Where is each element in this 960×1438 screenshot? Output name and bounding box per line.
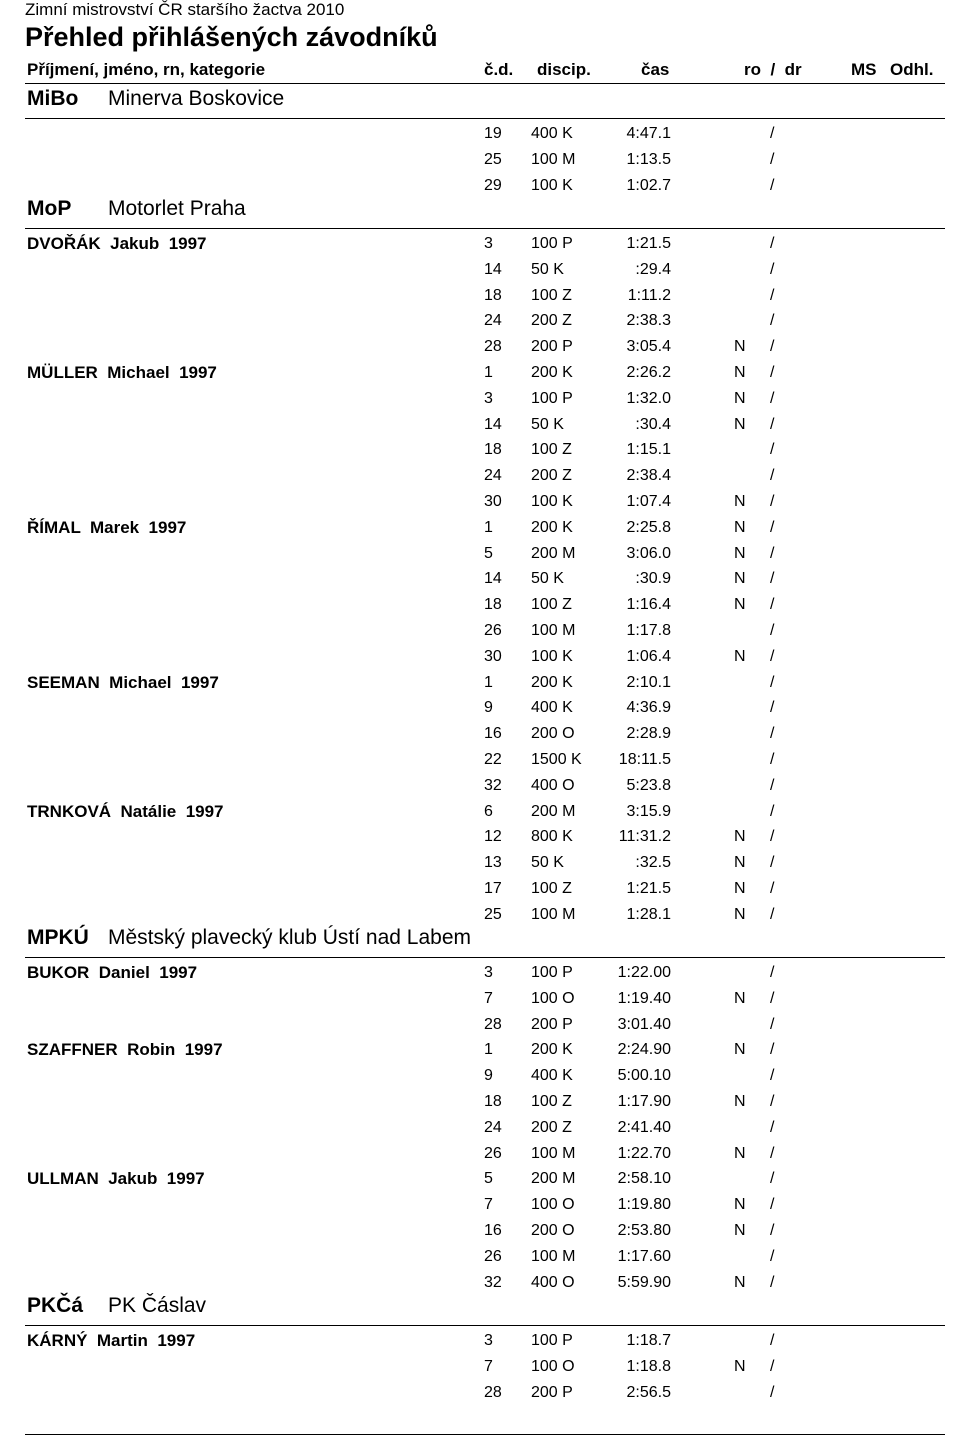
entry-row [0,751,960,777]
entry-time: 1:17.90 [617,1093,671,1110]
ro-dr-separator: / [770,989,775,1007]
ro-dr-separator: / [770,1144,775,1162]
entry-time: 5:23.8 [626,776,671,794]
discipline: 50 K [531,415,564,433]
entry-row [0,390,960,416]
entry-row [0,1119,960,1145]
entry-row [0,1067,960,1093]
event-number: 12 [484,828,502,846]
entry-time: 2:38.4 [626,467,671,485]
event-number: 30 [484,647,502,665]
entry-time: 1:13.5 [626,150,671,168]
ro-dr-separator: / [770,518,775,536]
ro-flag: N [734,854,746,872]
entry-time: 2:53.80 [617,1222,671,1239]
discipline: 200 K [531,1041,573,1059]
athlete-name: DVOŘÁK Jakub 1997 [27,234,207,253]
discipline: 100 K [531,647,573,665]
event-number: 25 [484,905,502,923]
discipline: 800 K [531,828,573,846]
entry-row [0,287,960,313]
entry-time: 1:02.7 [626,176,671,194]
ro-dr-separator: / [770,150,775,168]
discipline: 100 M [531,150,576,168]
athlete-name: KÁRNÝ Martin 1997 [27,1331,196,1350]
discipline: 200 M [531,802,576,820]
entry-time: 2:26.2 [626,364,671,381]
athlete-name: SEEMAN Michael 1997 [27,672,219,692]
ro-dr-separator: / [770,389,775,407]
column-header-odhl: Odhl. [890,60,934,79]
entry-row [0,467,960,493]
page-title: Přehled přihlášených závodníků [25,22,438,52]
ro-dr-separator: / [770,725,775,743]
ro-dr-separator: / [770,854,775,872]
discipline: 400 O [531,1273,575,1291]
entry-row [0,1222,960,1248]
entry-row [0,1093,960,1119]
event-number: 32 [484,776,502,794]
entry-row [0,1332,960,1358]
discipline: 100 Z [531,441,572,459]
entry-row [0,151,960,177]
ro-dr-separator: / [770,467,775,485]
event-number: 7 [484,1357,493,1375]
ro-flag: N [734,364,746,381]
entry-row [0,1196,960,1222]
event-number: 24 [484,1118,502,1136]
ro-flag: N [734,389,746,407]
ro-dr-separator: / [770,125,775,142]
event-number: 1 [484,364,493,381]
entry-time: 3:15.9 [626,802,671,820]
event-number: 6 [484,802,493,820]
athlete-name: ŘÍMAL Marek 1997 [27,517,187,537]
discipline: 200 M [531,544,576,562]
entry-row [0,596,960,622]
ro-dr-separator: / [770,964,775,981]
entry-time: 5:00.10 [617,1067,671,1085]
athlete-name: SZAFFNER Robin 1997 [27,1040,223,1060]
ro-dr-separator: / [770,441,775,459]
discipline: 100 P [531,235,573,252]
entry-row [0,648,960,674]
discipline: 400 K [531,699,573,717]
entry-time: 1:06.4 [626,647,671,665]
entry-time: 1:17.60 [617,1247,671,1265]
competition-title: Zimní mistrovství ČR staršího žactva 2010 [25,0,345,19]
discipline: 200 O [531,1222,575,1239]
entry-row [0,312,960,338]
entry-time: 2:10.1 [626,673,671,691]
club-rule [25,1325,945,1326]
entry-row [0,880,960,906]
ro-dr-separator: / [770,544,775,562]
athlete-name: TRNKOVÁ Natálie 1997 [27,801,224,821]
ro-dr-separator: / [770,1222,775,1239]
event-number: 1 [484,518,493,536]
discipline: 200 K [531,364,573,381]
ro-flag: N [734,1093,746,1110]
ro-flag: N [734,570,746,588]
ro-flag: N [734,1357,746,1375]
ro-dr-separator: / [770,1041,775,1059]
discipline: 100 P [531,964,573,981]
entry-time: 1:18.8 [626,1357,671,1375]
event-number: 7 [484,1196,493,1214]
entry-row [0,699,960,725]
ro-dr-separator: / [770,235,775,252]
entry-time: 5:59.90 [617,1273,671,1291]
event-number: 18 [484,286,502,304]
entry-row [0,519,960,545]
discipline: 100 K [531,493,573,510]
entry-time: :30.4 [635,415,671,433]
entry-time: 2:24.90 [617,1041,671,1059]
ro-dr-separator: / [770,1093,775,1110]
ro-dr-separator: / [770,1273,775,1291]
event-number: 9 [484,1067,493,1085]
event-number: 22 [484,751,502,768]
discipline: 100 P [531,389,573,407]
ro-flag: N [734,493,746,510]
entry-row [0,125,960,151]
entry-row [0,441,960,467]
ro-dr-separator: / [770,1067,775,1085]
event-number: 3 [484,964,493,981]
ro-dr-separator: / [770,802,775,820]
discipline: 100 Z [531,1093,572,1110]
entry-time: 1:19.40 [617,989,671,1007]
club-name: Motorlet Praha [108,197,246,220]
ro-flag: N [734,989,746,1007]
event-number: 7 [484,989,493,1007]
ro-dr-separator: / [770,751,775,768]
club-rule [25,228,945,229]
entry-time: 2:25.8 [626,518,671,536]
event-number: 1 [484,673,493,691]
event-number: 9 [484,699,493,717]
column-header-name: Příjmení, jméno, rn, kategorie [27,60,266,79]
entry-time: 1:16.4 [626,596,671,614]
club-code: PKČá [27,1294,84,1317]
entry-time: 2:56.5 [626,1383,671,1401]
entry-row [0,1384,960,1410]
ro-dr-separator: / [770,828,775,846]
ro-dr-separator: / [770,1170,775,1188]
event-number: 13 [484,854,502,872]
entry-time: 2:28.9 [626,725,671,743]
entry-row [0,338,960,364]
entry-time: 3:01.40 [617,1015,671,1033]
event-number: 32 [484,1273,502,1291]
event-number: 5 [484,1170,493,1188]
ro-dr-separator: / [770,622,775,639]
ro-flag: N [734,1222,746,1239]
column-header-cas: čas [641,60,670,79]
entry-time: 1:11.2 [627,286,671,304]
ro-flag: N [734,596,746,614]
ro-flag: N [734,828,746,846]
discipline: 50 K [531,854,564,872]
entry-row [0,1358,960,1384]
entry-row [0,364,960,390]
entry-row [0,990,960,1016]
event-number: 16 [484,1222,502,1239]
ro-flag: N [734,1196,746,1214]
athlete-name: MÜLLER Michael 1997 [27,363,217,382]
entry-time: 1:18.7 [626,1332,671,1349]
ro-flag: N [734,905,746,923]
entry-time: 1:17.8 [626,622,671,639]
event-number: 28 [484,338,502,356]
event-number: 28 [484,1383,502,1401]
event-number: 25 [484,150,502,168]
discipline: 100 Z [531,596,572,614]
entry-time: 1:28.1 [626,905,671,923]
discipline: 100 O [531,1357,575,1375]
event-number: 17 [484,880,502,897]
discipline: 100 K [531,176,573,194]
entry-row [0,1248,960,1274]
discipline: 200 K [531,518,573,536]
entry-time: 1:21.5 [626,880,671,897]
club-rule [25,118,945,119]
entry-time: 3:06.0 [626,544,671,562]
ro-dr-separator: / [770,673,775,691]
entry-time: 2:38.3 [626,312,671,330]
ro-dr-separator: / [770,493,775,510]
ro-flag: N [734,1041,746,1059]
discipline: 200 K [531,673,573,691]
header-rule [25,83,945,84]
entry-row [0,261,960,287]
ro-dr-separator: / [770,776,775,794]
athlete-name: ULLMAN Jakub 1997 [27,1169,205,1189]
entry-time: 1:15.1 [626,441,671,459]
ro-dr-separator: / [770,699,775,717]
ro-dr-separator: / [770,1196,775,1214]
column-header-ro-dr: ro / dr [744,60,802,79]
discipline: 400 K [531,125,573,142]
entry-time: 1:07.4 [626,493,671,510]
ro-dr-separator: / [770,1247,775,1265]
ro-flag: N [734,338,746,356]
column-header-discip: discip. [537,60,591,79]
entry-row [0,493,960,519]
ro-dr-separator: / [770,880,775,897]
discipline: 200 P [531,1383,573,1401]
ro-flag: N [734,415,746,433]
discipline: 400 O [531,776,575,794]
discipline: 200 Z [531,312,572,330]
ro-dr-separator: / [770,1332,775,1349]
event-number: 19 [484,125,502,142]
discipline: 100 M [531,1144,576,1162]
ro-dr-separator: / [770,1118,775,1136]
discipline: 400 K [531,1067,573,1085]
event-number: 3 [484,389,493,407]
footer-rule [25,1434,945,1435]
entry-row [0,828,960,854]
entry-time: :30.9 [635,570,671,588]
club-code: MoP [27,197,72,220]
ro-dr-separator: / [770,647,775,665]
entry-row [0,1016,960,1042]
ro-dr-separator: / [770,338,775,356]
discipline: 100 P [531,1332,573,1349]
discipline: 50 K [531,260,564,278]
discipline: 200 P [531,338,573,356]
entry-time: 4:47.1 [626,125,671,142]
entry-row [0,570,960,596]
ro-dr-separator: / [770,260,775,278]
event-number: 14 [484,260,502,278]
entry-row [0,1145,960,1171]
club-code: MPKÚ [27,926,89,949]
entry-time: 1:22.00 [617,964,671,981]
entry-time: 11:31.2 [618,828,671,846]
ro-flag: N [734,1273,746,1291]
entry-time: 1:22.70 [617,1144,671,1162]
entry-row [0,1170,960,1196]
ro-dr-separator: / [770,570,775,588]
ro-dr-separator: / [770,596,775,614]
entry-time: 1:32.0 [626,389,671,407]
event-number: 26 [484,1247,502,1265]
event-number: 26 [484,1144,502,1162]
entry-time: :32.5 [635,854,671,872]
discipline: 100 M [531,1247,576,1265]
discipline: 1500 K [531,751,582,768]
athlete-name: BUKOR Daniel 1997 [27,963,198,982]
entry-row [0,964,960,990]
entry-row [0,235,960,261]
entry-time: 2:58.10 [617,1170,671,1188]
ro-flag: N [734,544,746,562]
entry-row [0,854,960,880]
ro-dr-separator: / [770,286,775,304]
entry-time: 18:11.5 [618,751,671,768]
event-number: 24 [484,312,502,330]
entry-row [0,777,960,803]
entry-time: 3:05.4 [626,338,671,356]
discipline: 100 Z [531,880,572,897]
event-number: 29 [484,176,502,194]
ro-dr-separator: / [770,176,775,194]
event-number: 1 [484,1041,493,1059]
discipline: 100 Z [531,286,572,304]
club-name: Minerva Boskovice [108,87,285,110]
event-number: 18 [484,441,502,459]
club-code: MiBo [27,87,79,110]
event-number: 28 [484,1015,502,1033]
entry-row [0,674,960,700]
event-number: 18 [484,1093,502,1110]
entry-time: 4:36.9 [626,699,671,717]
event-number: 14 [484,415,502,433]
discipline: 200 Z [531,467,572,485]
ro-flag: N [734,880,746,897]
event-number: 24 [484,467,502,485]
club-name: Městský plavecký klub Ústí nad Labem [108,926,471,949]
event-number: 14 [484,570,502,588]
discipline: 100 O [531,989,575,1007]
entry-row [0,622,960,648]
event-number: 18 [484,596,502,614]
discipline: 200 P [531,1015,573,1033]
event-number: 3 [484,1332,493,1349]
ro-flag: N [734,1144,746,1162]
entry-row [0,1041,960,1067]
ro-dr-separator: / [770,312,775,330]
event-number: 30 [484,493,502,510]
ro-dr-separator: / [770,415,775,433]
entry-time: :29.4 [635,260,671,278]
entry-row [0,803,960,829]
discipline: 100 M [531,622,576,639]
ro-dr-separator: / [770,1357,775,1375]
club-name: PK Čáslav [108,1294,207,1317]
entry-time: 1:19.80 [617,1196,671,1214]
ro-dr-separator: / [770,1015,775,1033]
discipline: 200 O [531,725,575,743]
column-header-cd: č.d. [484,60,514,79]
club-rule [25,957,945,958]
entry-row [0,545,960,571]
event-number: 5 [484,544,493,562]
discipline: 100 O [531,1196,575,1214]
entry-time: 1:21.5 [626,235,671,252]
discipline: 100 M [531,905,576,923]
ro-dr-separator: / [770,1383,775,1401]
entry-row [0,725,960,751]
discipline: 200 Z [531,1118,572,1136]
event-number: 26 [484,622,502,639]
column-header-ms: MS [851,60,877,79]
ro-dr-separator: / [770,364,775,381]
ro-dr-separator: / [770,905,775,923]
discipline: 50 K [531,570,564,588]
discipline: 200 M [531,1170,576,1188]
event-number: 3 [484,235,493,252]
event-number: 16 [484,725,502,743]
entry-row [0,416,960,442]
entry-time: 2:41.40 [617,1118,671,1136]
ro-flag: N [734,518,746,536]
ro-flag: N [734,647,746,665]
